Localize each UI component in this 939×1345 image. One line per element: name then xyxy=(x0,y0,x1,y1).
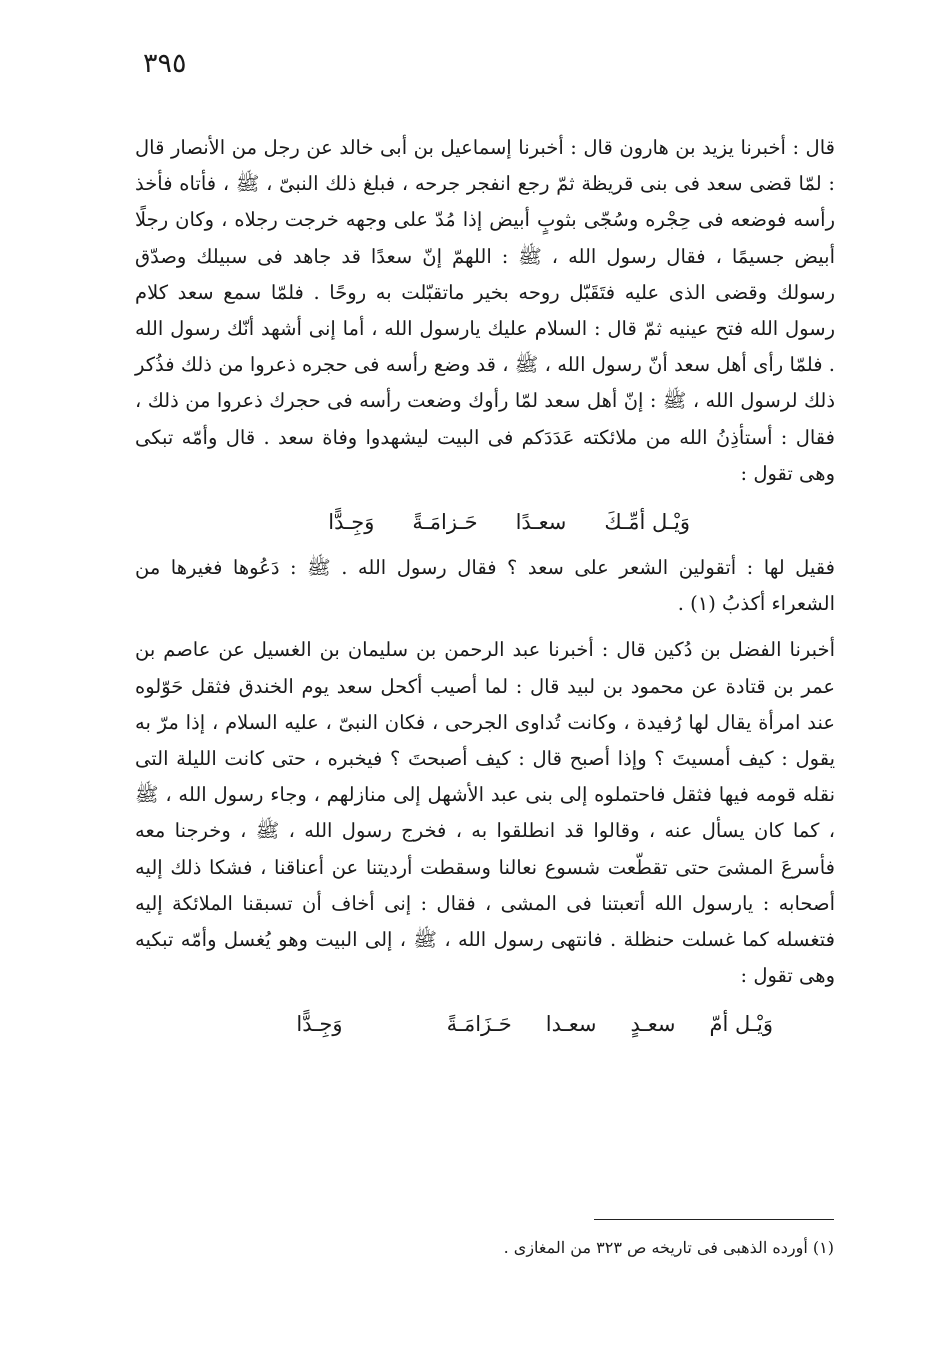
footnote: (١) أورده الذهبى فى تاريخه ص ٣٢٣ من المغازى . xyxy=(503,1238,834,1257)
verse-line-1 xyxy=(135,504,835,540)
verse-2-word: وَجِـدًّا xyxy=(296,1012,343,1037)
paragraph-1: قال : أخبرنا يزيد بن هارون قال : أخبرنا إسماعيل بن أبى خالد عن رجل من الأنصار قال : لمّا قضى سعد فى بنى قريظة ثمّ رجع انفجر جرحه ، فبلغ ذلك النبىّ ، ﷺ ، فأتاه فأخذ رأسه فوضعه فى حِجْره وسُجّى بثوبٍ أبيض إذا مُدّ على وجهه خرجت رجلاه ، وكان رجلًا أبيض جسيمًا ، فقال رسول الله ، ﷺ : اللهمّ إنّ سعدًا قد جاهد فى سبيلك وصدّق رسولك وقضى الذى عليه فتَقَبّل روحه بخير ماتقبّلت به روحًا . فلمّا سمع سعد كلام رسول الله فتح عينيه ثمّ قال : السلام عليك يارسول الله ، أما إنى أشهد أنّك رسول الله . فلمّا رأى أهل سعد أنّ رسول الله ، ﷺ ، قد وضع رأسه فى حجره ذعروا من ذلك فذُكر ذلك لرسول الله ، ﷺ : إنّ أهل سعد لمّا رأوك وضعت رأسه فى حجرك ذعروا من ذلك ، فقال : أستأذِنُ الله من ملائكته عَدَدَكم فى البيت ليشهدوا وفاة سعد . قال وأمّه تبكى وهى تقول : xyxy=(135,136,835,485)
verse-2-word: وَيْـل أمّ xyxy=(709,1012,773,1037)
verse-2-word: سعـدا xyxy=(545,1012,597,1037)
main-text xyxy=(135,130,835,1052)
footnote-divider xyxy=(594,1219,834,1220)
paragraph-2: فقيل لها : أتقولين الشعر على سعد ؟ فقال رسول الله . ﷺ : دَعُوها فغيرها من الشعراء أكذبُ (١) . xyxy=(135,556,835,616)
verse-2-word: سعـدٍ xyxy=(630,1012,676,1037)
paragraph-3: أخبرنا الفضل بن دُكين قال : أخبرنا عبد الرحمن بن سليمان بن الغسيل عن عاصم بن عمر بن قتادة عن محمود بن لبيد قال : لما أصيب أكحل سعد يوم الخندق فثقل حَوّلوه عند امرأة يقال لها رُفيدة ، وكانت تُداوى الجرحى ، فكان النبىّ ، عليه السلام ، إذا مرّ به يقول : كيف أمسيتَ ؟ وإذا أصبح قال : كيف أصبحتَ ؟ فيخبره ، حتى كانت الليلة التى نقله قومه فيها فثقل فاحتملوه إلى بنى عبد الأشهل إلى منازلهم ، وجاء رسول الله ، ﷺ ، كما كان يسأل عنه ، وقالوا قد انطلقوا به ، فخرج رسول الله ، ﷺ ، وخرجنا معه فأسرعَ المشىَ حتى تقطّعت شسوع نعالنا وسقطت أرديتنا عن أعناقنا ، فشكا ذلك إليه أصحابه : يارسول الله أتعبتنا فى المشى ، فقال : إنى أخاف أن تسبقنا الملائكة إليه فتغسله كما غسلت حنظلة . فانتهى رسول الله ، ﷺ ، إلى البيت وهو يُغسل وأمّه تبكيه وهى تقول : xyxy=(135,638,835,988)
verse-1-word: سعـدًا xyxy=(515,510,567,535)
verse-2-word: حَـزَامَـةً xyxy=(446,1012,512,1037)
verse-line-2 xyxy=(135,1006,835,1042)
verse-1-word: حَـزامَـةً xyxy=(412,510,478,535)
verse-1-word: وَجِـدًّا xyxy=(328,510,375,535)
page-number: ٣٩٥ xyxy=(143,48,187,79)
verse-1-word: وَيْـل أمِّـكَ xyxy=(604,510,690,535)
